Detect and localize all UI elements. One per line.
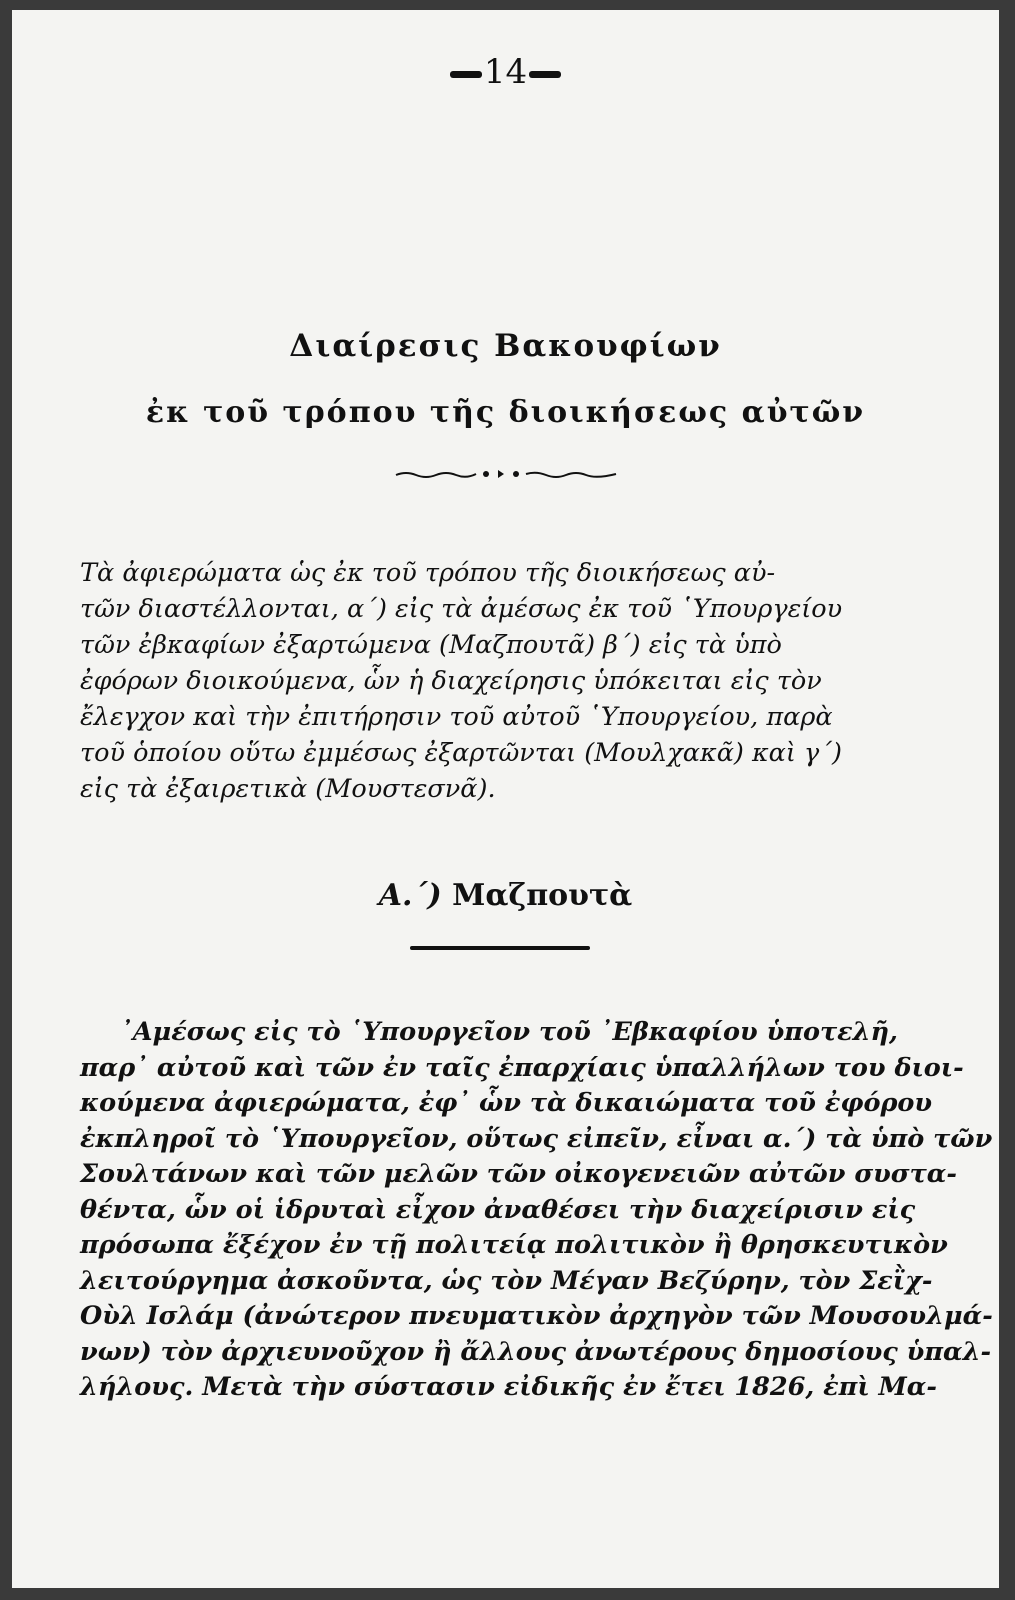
paragraph-line: ἔλεγχον καὶ τὴν ἐπιτήρησιν τοῦ αὐτοῦ ῾Υπουργείου, παρὰ bbox=[80, 702, 833, 732]
page-number-text: 14 bbox=[483, 52, 528, 92]
section-heading bbox=[12, 878, 999, 913]
paragraph-body bbox=[80, 1015, 993, 1406]
paragraph-line: λειτούργημα ἀσκοῦντα, ὡς τὸν Μέγαν Βεζύρην, τὸν Σεῒχ- bbox=[80, 1265, 933, 1296]
paragraph-line: τοῦ ὁποίου οὕτω ἐμμέσως ἐξαρτῶνται (Μουλχακᾶ) καὶ γ΄) bbox=[80, 738, 842, 768]
paragraph-line: τῶν διαστέλλονται, α΄) εἰς τὰ ἀμέσως ἐκ τοῦ ῾Υπουργείου bbox=[80, 594, 843, 624]
paragraph-line: Οὺλ Ισλάμ (ἀνώτερον πνευματικὸν ἀρχηγὸν τῶν Μουσουλμά- bbox=[80, 1301, 993, 1331]
paragraph-line: πρόσωπα ἔξέχον ἐν τῇ πολιτείᾳ πολιτικὸν ἢ θρησκευτικὸν bbox=[80, 1230, 948, 1260]
paragraph-line: κούμενα ἀφιερώματα, ἐφ᾿ ὧν τὰ δικαιώματα τοῦ ἐφόρου bbox=[80, 1088, 933, 1118]
paragraph-line: εἰς τὰ ἐξαιρετικὰ (Μουστεσνᾶ). bbox=[80, 774, 496, 804]
paragraph-intro bbox=[80, 555, 930, 807]
page-number-dash-left bbox=[450, 71, 482, 78]
page-number bbox=[12, 52, 999, 92]
section-title: Μαζπουτὰ bbox=[452, 878, 633, 913]
paragraph-line: ἐκπληροῖ τὸ ῾Υπουργεῖον, οὕτως εἰπεῖν, εἶναι α.΄) τὰ ὑπὸ τῶν bbox=[80, 1123, 993, 1154]
section-letter: Α.΄) bbox=[378, 878, 442, 913]
paragraph-line: ᾿Αμέσως εἰς τὸ ῾Υπουργεῖον τοῦ ᾿Εβκαφίου ὑποτελῆ, bbox=[120, 1017, 898, 1047]
page-number-dash-right bbox=[529, 71, 561, 78]
paragraph-line: λήλους. Μετὰ τὴν σύστασιν εἰδικῆς ἐν ἔτει 1826, ἐπὶ Μα- bbox=[80, 1372, 937, 1402]
paragraph-line: Σουλτάνων καὶ τῶν μελῶν τῶν οἰκογενειῶν αὐτῶν συστα- bbox=[80, 1159, 957, 1189]
paragraph-line: τῶν ἐβκαφίων ἐξαρτώμενα (Μαζπουτᾶ) β΄) εἰς τὰ ὑπὸ bbox=[80, 630, 782, 660]
paragraph-line: παρ᾿ αὐτοῦ καὶ τῶν ἐν ταῖς ἐπαρχίαις ὑπαλλήλων του διοι- bbox=[80, 1052, 964, 1083]
paragraph-line: νων) τὸν ἀρχιευνοῦχον ἢ ἄλλους ἀνωτέρους δημοσίους ὑπαλ- bbox=[80, 1336, 992, 1367]
paragraph-line: Τὰ ἀφιερώματα ὡς ἐκ τοῦ τρόπου τῆς διοικήσεως αὐ- bbox=[80, 558, 776, 588]
paragraph-line: θέντα, ὧν οἱ ἱδρυταὶ εἶχον ἀναθέσει τὴν διαχείρισιν εἰς bbox=[80, 1194, 916, 1225]
title-line-1: Διαίρεσις Βακουφίων bbox=[289, 328, 722, 364]
ornament-divider bbox=[394, 467, 619, 481]
title-line-2: ἐκ τοῦ τρόπου τῆς διοικήσεως αὐτῶν bbox=[145, 395, 866, 430]
section-rule bbox=[410, 946, 590, 950]
document-page bbox=[12, 10, 999, 1588]
paragraph-line: ἐφόρων διοικούμενα, ὧν ἡ διαχείρησις ὑπόκειται εἰς τὸν bbox=[80, 666, 822, 696]
